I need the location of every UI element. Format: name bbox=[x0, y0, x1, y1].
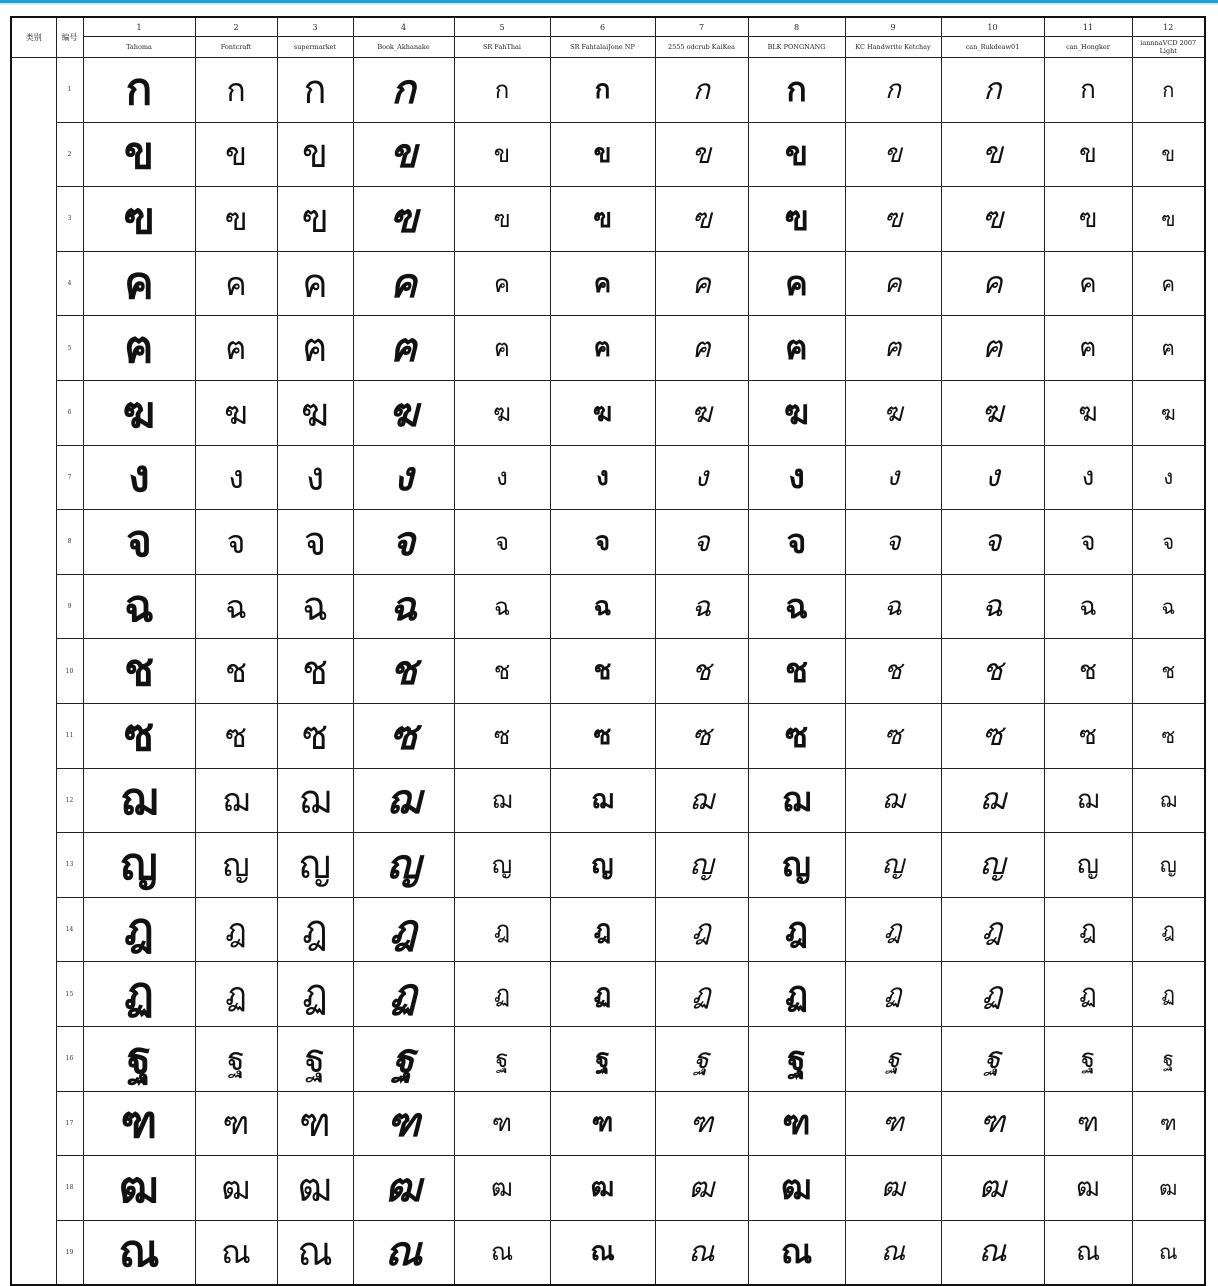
glyph-cell: ฌ bbox=[353, 768, 454, 833]
column-font-name-2: Fontcraft bbox=[195, 37, 277, 58]
glyph-cell: ฒ bbox=[1132, 1156, 1205, 1221]
glyph-cell: ง bbox=[941, 445, 1044, 510]
glyph-cell: ฅ bbox=[279, 316, 351, 381]
glyph-cell: ง bbox=[353, 445, 454, 510]
glyph-cell: ก bbox=[83, 58, 195, 123]
glyph-cell: ฉ bbox=[195, 574, 277, 639]
glyph-cell: จ bbox=[279, 510, 351, 575]
glyph-cell: ฆ bbox=[1044, 380, 1132, 445]
glyph-cell: ค bbox=[550, 251, 655, 316]
glyph-cell: ฉ bbox=[845, 574, 941, 639]
glyph-cell: ช bbox=[845, 639, 941, 704]
glyph-cell: ฌ bbox=[279, 768, 351, 833]
glyph-cell: จ bbox=[1044, 510, 1132, 575]
column-font-name-8: BLK PONGNANG bbox=[748, 37, 845, 58]
glyph-cell: ฌ bbox=[550, 768, 655, 833]
top-accent-shadow bbox=[0, 3, 1218, 5]
column-font-name-10: can_Rukdeaw01 bbox=[941, 37, 1044, 58]
glyph-cell: ญ bbox=[454, 833, 550, 898]
glyph-cell: ฆ bbox=[1132, 380, 1205, 445]
glyph-cell: ค bbox=[83, 251, 195, 316]
row-number: 15 bbox=[56, 962, 83, 1027]
column-font-name-6: SR FahtalaiJone NP bbox=[550, 37, 655, 58]
table-row bbox=[11, 639, 1205, 704]
glyph-cell: ฐ bbox=[748, 1026, 845, 1091]
glyph-cell: ฑ bbox=[941, 1091, 1044, 1156]
glyph-cell: ฉ bbox=[941, 574, 1044, 639]
glyph-cell: ฒ bbox=[550, 1156, 655, 1221]
glyph-cell: ญ bbox=[195, 833, 277, 898]
glyph-cell: ช bbox=[748, 639, 845, 704]
glyph-cell: ฎ bbox=[195, 897, 277, 962]
glyph-cell: ญ bbox=[748, 833, 845, 898]
row-number: 7 bbox=[56, 445, 83, 510]
glyph-cell: ข bbox=[941, 122, 1044, 187]
glyph-cell: ฐ bbox=[1132, 1026, 1205, 1091]
glyph-cell: ณ bbox=[279, 1220, 351, 1285]
glyph-cell: ฌ bbox=[845, 768, 941, 833]
thai-font-comparison-table bbox=[10, 16, 1206, 1286]
glyph-cell: ช bbox=[1132, 639, 1205, 704]
glyph-cell: ฌ bbox=[195, 768, 277, 833]
glyph-cell: ญ bbox=[279, 833, 351, 898]
glyph-cell: ฐ bbox=[550, 1026, 655, 1091]
glyph-cell: ณ bbox=[353, 1220, 454, 1285]
glyph-cell: ญ bbox=[941, 833, 1044, 898]
glyph-cell: ค bbox=[279, 251, 351, 316]
row-number: 9 bbox=[56, 574, 83, 639]
glyph-cell: ฏ bbox=[655, 962, 748, 1027]
glyph-cell: ฎ bbox=[941, 897, 1044, 962]
glyph-cell: ญ bbox=[1132, 833, 1205, 898]
glyph-cell: ช bbox=[279, 639, 351, 704]
row-number: 16 bbox=[56, 1026, 83, 1091]
table-row bbox=[11, 316, 1205, 381]
glyph-cell: ข bbox=[748, 122, 845, 187]
glyph-cell: ง bbox=[845, 445, 941, 510]
glyph-cell: ฏ bbox=[941, 962, 1044, 1027]
glyph-cell: ฎ bbox=[748, 897, 845, 962]
glyph-cell: ฆ bbox=[550, 380, 655, 445]
glyph-cell: ฏ bbox=[454, 962, 550, 1027]
column-font-name-11: can_Hongker bbox=[1044, 37, 1132, 58]
row-number: 5 bbox=[56, 316, 83, 381]
table-row bbox=[11, 1091, 1205, 1156]
glyph-cell: ฅ bbox=[748, 316, 845, 381]
glyph-cell: ฎ bbox=[1132, 897, 1205, 962]
glyph-cell: ฒ bbox=[748, 1156, 845, 1221]
glyph-cell: ณ bbox=[1132, 1220, 1205, 1285]
glyph-cell: ฑ bbox=[195, 1091, 277, 1156]
glyph-cell: ข bbox=[1044, 122, 1132, 187]
table-row bbox=[11, 703, 1205, 768]
row-number: 10 bbox=[56, 639, 83, 704]
glyph-cell: ฎ bbox=[845, 897, 941, 962]
glyph-cell: ค bbox=[845, 251, 941, 316]
glyph-cell: ก bbox=[279, 58, 351, 123]
glyph-cell: ซ bbox=[550, 703, 655, 768]
glyph-cell: ฆ bbox=[454, 380, 550, 445]
glyph-cell: ก bbox=[845, 58, 941, 123]
table-row bbox=[11, 768, 1205, 833]
glyph-cell: ฐ bbox=[845, 1026, 941, 1091]
glyph-cell: ค bbox=[1132, 251, 1205, 316]
glyph-cell: จ bbox=[353, 510, 454, 575]
glyph-cell: ฃ bbox=[83, 187, 195, 252]
glyph-cell: ช bbox=[353, 639, 454, 704]
glyph-cell: ฌ bbox=[655, 768, 748, 833]
glyph-cell: ค bbox=[353, 251, 454, 316]
glyph-cell: ค bbox=[941, 251, 1044, 316]
glyph-cell: จ bbox=[1132, 510, 1205, 575]
glyph-cell: ซ bbox=[1044, 703, 1132, 768]
glyph-cell: จ bbox=[845, 510, 941, 575]
glyph-cell: ง bbox=[195, 445, 277, 510]
glyph-cell: ฅ bbox=[1044, 316, 1132, 381]
glyph-cell: ฉ bbox=[279, 574, 351, 639]
glyph-cell: ฌ bbox=[748, 768, 845, 833]
glyph-cell: ณ bbox=[748, 1220, 845, 1285]
glyph-cell: ค bbox=[655, 251, 748, 316]
glyph-cell: ช bbox=[83, 639, 195, 704]
glyph-cell: ฉ bbox=[1132, 574, 1205, 639]
glyph-cell: ฒ bbox=[353, 1156, 454, 1221]
glyph-cell: ฆ bbox=[279, 380, 351, 445]
glyph-cell: ฑ bbox=[550, 1091, 655, 1156]
glyph-cell: ช bbox=[454, 639, 550, 704]
table-row bbox=[11, 380, 1205, 445]
glyph-cell: ช bbox=[1044, 639, 1132, 704]
glyph-cell: ฉ bbox=[83, 574, 195, 639]
glyph-cell: ฃ bbox=[195, 187, 277, 252]
glyph-cell: ฐ bbox=[195, 1026, 277, 1091]
glyph-cell: ฒ bbox=[454, 1156, 550, 1221]
glyph-cell: จ bbox=[655, 510, 748, 575]
glyph-cell: ซ bbox=[279, 703, 351, 768]
glyph-cell: ค bbox=[195, 251, 277, 316]
row-number: 17 bbox=[56, 1091, 83, 1156]
glyph-cell: ฏ bbox=[353, 962, 454, 1027]
glyph-cell: ช bbox=[941, 639, 1044, 704]
glyph-cell: ฏ bbox=[550, 962, 655, 1027]
row-number: 19 bbox=[56, 1220, 83, 1285]
glyph-cell: ก bbox=[195, 58, 277, 123]
glyph-cell: ก bbox=[454, 58, 550, 123]
glyph-cell: ฃ bbox=[454, 187, 550, 252]
glyph-cell: ฒ bbox=[1044, 1156, 1132, 1221]
glyph-cell: ฏ bbox=[83, 962, 195, 1027]
glyph-cell: ฃ bbox=[279, 187, 351, 252]
glyph-cell: ฏ bbox=[845, 962, 941, 1027]
glyph-cell: ฃ bbox=[550, 187, 655, 252]
glyph-cell: ฎ bbox=[1044, 897, 1132, 962]
glyph-cell: ข bbox=[655, 122, 748, 187]
glyph-cell: ฆ bbox=[941, 380, 1044, 445]
column-font-name-12: iannnaVCD 2007 Light bbox=[1132, 37, 1205, 58]
row-number: 3 bbox=[56, 187, 83, 252]
glyph-cell: ฌ bbox=[454, 768, 550, 833]
row-number: 14 bbox=[56, 897, 83, 962]
glyph-cell: จ bbox=[195, 510, 277, 575]
glyph-cell: ฐ bbox=[454, 1026, 550, 1091]
glyph-cell: ฏ bbox=[1132, 962, 1205, 1027]
glyph-cell: ฐ bbox=[279, 1026, 351, 1091]
column-index-6: 6 bbox=[550, 17, 655, 37]
row-number: 12 bbox=[56, 768, 83, 833]
glyph-cell: ข bbox=[845, 122, 941, 187]
glyph-cell: ฉ bbox=[550, 574, 655, 639]
glyph-cell: ข bbox=[83, 122, 195, 187]
glyph-cell: ฅ bbox=[1132, 316, 1205, 381]
column-font-name-4: Book_Akhanake bbox=[353, 37, 454, 58]
glyph-cell: ฑ bbox=[1044, 1091, 1132, 1156]
glyph-cell: ฏ bbox=[195, 962, 277, 1027]
column-font-name-9: KC Handwrite Ketchay bbox=[845, 37, 941, 58]
glyph-cell: ณ bbox=[83, 1220, 195, 1285]
glyph-cell: จ bbox=[550, 510, 655, 575]
glyph-cell: ข bbox=[1132, 122, 1205, 187]
glyph-cell: ณ bbox=[941, 1220, 1044, 1285]
glyph-cell: ฌ bbox=[941, 768, 1044, 833]
glyph-cell: ก bbox=[1132, 58, 1205, 123]
glyph-cell: ฌ bbox=[1044, 768, 1132, 833]
row-number: 1 bbox=[56, 58, 83, 123]
column-index-1: 1 bbox=[83, 17, 195, 37]
glyph-cell: ข bbox=[279, 122, 351, 187]
column-index-2: 2 bbox=[195, 17, 277, 37]
glyph-cell: ง bbox=[550, 445, 655, 510]
column-index-9: 9 bbox=[845, 17, 941, 37]
glyph-cell: ช bbox=[195, 639, 277, 704]
glyph-cell: ฃ bbox=[748, 187, 845, 252]
glyph-cell: ง bbox=[1044, 445, 1132, 510]
glyph-cell: ญ bbox=[83, 833, 195, 898]
glyph-cell: จ bbox=[454, 510, 550, 575]
glyph-cell: ญ bbox=[353, 833, 454, 898]
glyph-cell: ฑ bbox=[353, 1091, 454, 1156]
glyph-cell: ก bbox=[655, 58, 748, 123]
table-row bbox=[11, 251, 1205, 316]
category-cell bbox=[11, 58, 56, 1286]
column-index-7: 7 bbox=[655, 17, 748, 37]
glyph-cell: ฆ bbox=[353, 380, 454, 445]
row-number: 2 bbox=[56, 122, 83, 187]
column-index-3: 3 bbox=[277, 17, 353, 37]
table-row bbox=[11, 1026, 1205, 1091]
glyph-cell: ก bbox=[550, 58, 655, 123]
row-number: 8 bbox=[56, 510, 83, 575]
glyph-cell: ฎ bbox=[550, 897, 655, 962]
glyph-cell: ข bbox=[195, 122, 277, 187]
glyph-cell: ง bbox=[1132, 445, 1205, 510]
glyph-cell: ฌ bbox=[83, 768, 195, 833]
glyph-cell: ฑ bbox=[845, 1091, 941, 1156]
row-number: 4 bbox=[56, 251, 83, 316]
glyph-cell: ฉ bbox=[454, 574, 550, 639]
glyph-cell: ฒ bbox=[941, 1156, 1044, 1221]
table-row bbox=[11, 58, 1205, 123]
glyph-cell: ณ bbox=[195, 1220, 277, 1285]
table-row bbox=[11, 445, 1205, 510]
glyph-cell: ฒ bbox=[845, 1156, 941, 1221]
glyph-cell: ฉ bbox=[353, 574, 454, 639]
glyph-cell: ช bbox=[655, 639, 748, 704]
glyph-cell: ฆ bbox=[195, 380, 277, 445]
glyph-cell: ฑ bbox=[279, 1091, 351, 1156]
glyph-cell: ช bbox=[550, 639, 655, 704]
glyph-cell: ค bbox=[1044, 251, 1132, 316]
glyph-cell: ซ bbox=[353, 703, 454, 768]
column-index-5: 5 bbox=[454, 17, 550, 37]
row-number: 13 bbox=[56, 833, 83, 898]
glyph-cell: ฎ bbox=[83, 897, 195, 962]
glyph-cell: ค bbox=[748, 251, 845, 316]
glyph-cell: ฆ bbox=[748, 380, 845, 445]
glyph-cell: ฃ bbox=[353, 187, 454, 252]
column-font-name-1: Tahoma bbox=[83, 37, 195, 58]
glyph-cell: ฐ bbox=[941, 1026, 1044, 1091]
glyph-cell: ฎ bbox=[454, 897, 550, 962]
glyph-cell: ฑ bbox=[83, 1091, 195, 1156]
column-font-name-3: supermarket bbox=[277, 37, 353, 58]
glyph-cell: ฆ bbox=[845, 380, 941, 445]
glyph-cell: ฌ bbox=[1132, 768, 1205, 833]
glyph-cell: ก bbox=[1044, 58, 1132, 123]
glyph-cell: ฅ bbox=[941, 316, 1044, 381]
glyph-cell: ฅ bbox=[353, 316, 454, 381]
table-row bbox=[11, 1156, 1205, 1221]
glyph-cell: ซ bbox=[454, 703, 550, 768]
column-index-8: 8 bbox=[748, 17, 845, 37]
glyph-cell: ข bbox=[550, 122, 655, 187]
glyph-cell: ฒ bbox=[195, 1156, 277, 1221]
glyph-cell: ฒ bbox=[279, 1156, 351, 1221]
glyph-cell: ฐ bbox=[353, 1026, 454, 1091]
glyph-cell: ฑ bbox=[1132, 1091, 1205, 1156]
glyph-cell: ซ bbox=[941, 703, 1044, 768]
glyph-cell: ซ bbox=[845, 703, 941, 768]
row-number: 18 bbox=[56, 1156, 83, 1221]
glyph-cell: ฅ bbox=[83, 316, 195, 381]
glyph-cell: ฏ bbox=[279, 962, 351, 1027]
glyph-cell: ฑ bbox=[655, 1091, 748, 1156]
table-row bbox=[11, 510, 1205, 575]
glyph-cell: ง bbox=[279, 445, 351, 510]
category-header: 类别 bbox=[11, 17, 56, 58]
glyph-cell: ฐ bbox=[83, 1026, 195, 1091]
table-row bbox=[11, 833, 1205, 898]
glyph-cell: ฉ bbox=[655, 574, 748, 639]
glyph-cell: จ bbox=[748, 510, 845, 575]
glyph-cell: ง bbox=[454, 445, 550, 510]
glyph-cell: ฉ bbox=[1044, 574, 1132, 639]
glyph-cell: ฅ bbox=[655, 316, 748, 381]
table-row bbox=[11, 897, 1205, 962]
glyph-cell: ฆ bbox=[655, 380, 748, 445]
glyph-cell: ข bbox=[353, 122, 454, 187]
glyph-cell: ฅ bbox=[550, 316, 655, 381]
number-header: 编号 bbox=[56, 17, 83, 58]
glyph-cell: ซ bbox=[655, 703, 748, 768]
glyph-cell: จ bbox=[83, 510, 195, 575]
column-font-name-7: 2555 odcrub KaiKea bbox=[655, 37, 748, 58]
glyph-cell: ข bbox=[454, 122, 550, 187]
glyph-cell: ฅ bbox=[845, 316, 941, 381]
glyph-cell: ฏ bbox=[1044, 962, 1132, 1027]
glyph-cell: ฃ bbox=[1132, 187, 1205, 252]
row-number: 6 bbox=[56, 380, 83, 445]
glyph-cell: ง bbox=[655, 445, 748, 510]
glyph-cell: ฃ bbox=[845, 187, 941, 252]
glyph-cell: ฅ bbox=[195, 316, 277, 381]
glyph-cell: ฃ bbox=[1044, 187, 1132, 252]
glyph-cell: ณ bbox=[655, 1220, 748, 1285]
glyph-cell: ซ bbox=[1132, 703, 1205, 768]
glyph-cell: ฑ bbox=[454, 1091, 550, 1156]
glyph-cell: ญ bbox=[845, 833, 941, 898]
glyph-cell: ณ bbox=[454, 1220, 550, 1285]
glyph-cell: ก bbox=[748, 58, 845, 123]
glyph-cell: ค bbox=[454, 251, 550, 316]
glyph-cell: จ bbox=[941, 510, 1044, 575]
table-row bbox=[11, 574, 1205, 639]
glyph-cell: ซ bbox=[748, 703, 845, 768]
column-index-11: 11 bbox=[1044, 17, 1132, 37]
table-row bbox=[11, 187, 1205, 252]
glyph-cell: ฎ bbox=[279, 897, 351, 962]
glyph-cell: ฆ bbox=[83, 380, 195, 445]
glyph-cell: ซ bbox=[83, 703, 195, 768]
glyph-cell: ณ bbox=[550, 1220, 655, 1285]
glyph-cell: ก bbox=[353, 58, 454, 123]
column-index-12: 12 bbox=[1132, 17, 1205, 37]
glyph-cell: ญ bbox=[655, 833, 748, 898]
table-row bbox=[11, 1220, 1205, 1285]
glyph-cell: ณ bbox=[845, 1220, 941, 1285]
glyph-cell: ง bbox=[83, 445, 195, 510]
table-row bbox=[11, 962, 1205, 1027]
glyph-cell: ฒ bbox=[655, 1156, 748, 1221]
glyph-cell: ซ bbox=[195, 703, 277, 768]
glyph-cell: ฑ bbox=[748, 1091, 845, 1156]
column-index-10: 10 bbox=[941, 17, 1044, 37]
glyph-cell: ฎ bbox=[655, 897, 748, 962]
column-index-4: 4 bbox=[353, 17, 454, 37]
glyph-cell: ญ bbox=[1044, 833, 1132, 898]
glyph-cell: ฃ bbox=[941, 187, 1044, 252]
glyph-cell: ฒ bbox=[83, 1156, 195, 1221]
glyph-cell: ฅ bbox=[454, 316, 550, 381]
glyph-cell: ฐ bbox=[655, 1026, 748, 1091]
glyph-cell: ณ bbox=[1044, 1220, 1132, 1285]
glyph-cell: ฐ bbox=[1044, 1026, 1132, 1091]
table-row bbox=[11, 122, 1205, 187]
glyph-cell: ก bbox=[941, 58, 1044, 123]
glyph-cell: ง bbox=[748, 445, 845, 510]
glyph-cell: ฃ bbox=[655, 187, 748, 252]
glyph-cell: ฎ bbox=[353, 897, 454, 962]
glyph-cell: ฉ bbox=[748, 574, 845, 639]
glyph-cell: ฏ bbox=[748, 962, 845, 1027]
column-font-name-5: SR FahThai bbox=[454, 37, 550, 58]
glyph-cell: ญ bbox=[550, 833, 655, 898]
row-number: 11 bbox=[56, 703, 83, 768]
